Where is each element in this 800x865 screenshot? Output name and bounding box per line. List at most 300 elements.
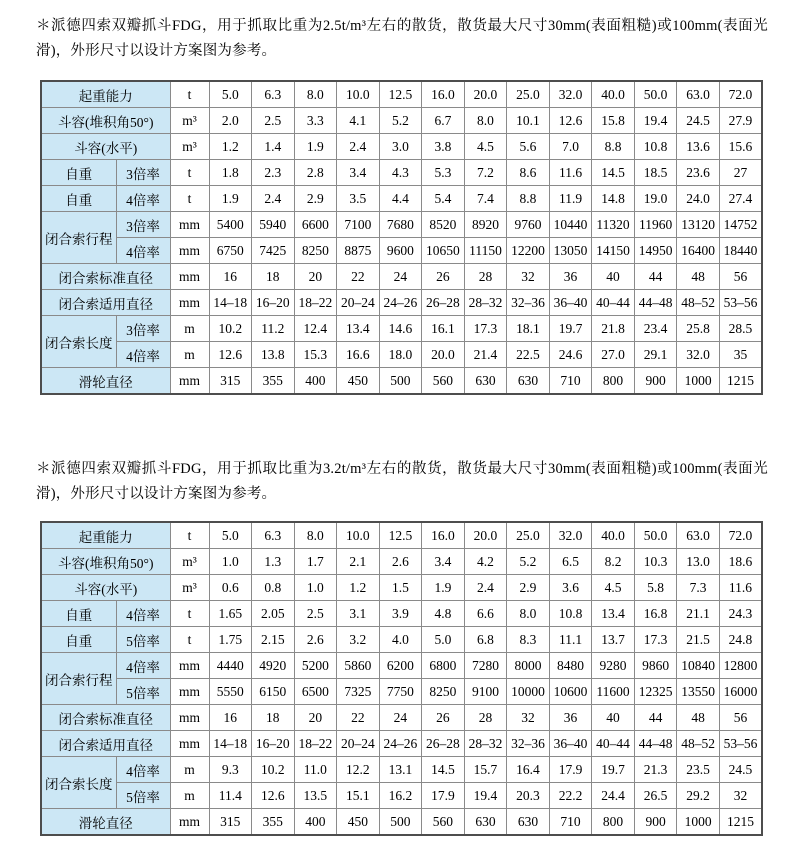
value-cell: 10.0 [337,81,380,108]
value-cell: 800 [592,809,635,836]
value-cell: 0.6 [209,575,252,601]
value-cell: 24–26 [379,290,422,316]
value-cell: 23.4 [634,316,677,342]
value-cell: 1.0 [294,575,337,601]
value-cell: 8250 [422,679,465,705]
value-cell: 1.4 [252,134,295,160]
value-cell: 28–32 [464,290,507,316]
value-cell: 16400 [677,238,720,264]
value-cell: 6.5 [549,549,592,575]
value-cell: 11.1 [549,627,592,653]
row-label: 闭合索行程 [41,653,116,705]
table-row [41,212,762,238]
value-cell: 63.0 [677,81,720,108]
value-cell: 4.2 [464,549,507,575]
value-cell: 50.0 [634,81,677,108]
value-cell: 16000 [719,679,762,705]
value-cell: 5.0 [209,81,252,108]
value-cell: 3.9 [379,601,422,627]
value-cell: 23.5 [677,757,720,783]
value-cell: 13050 [549,238,592,264]
value-cell: 11.4 [209,783,252,809]
value-cell: 53–56 [719,731,762,757]
row-label: 自重 [41,601,116,627]
value-cell: 3.4 [422,549,465,575]
value-cell: 2.6 [379,549,422,575]
unit-cell: mm [170,731,209,757]
value-cell: 24.6 [549,342,592,368]
unit-cell: mm [170,705,209,731]
value-cell: 15.7 [464,757,507,783]
value-cell: 48–52 [677,290,720,316]
row-label: 起重能力 [41,81,170,108]
value-cell: 0.8 [252,575,295,601]
value-cell: 3.4 [337,160,380,186]
value-cell: 40 [592,705,635,731]
value-cell: 1000 [677,368,720,395]
value-cell: 8000 [507,653,550,679]
value-cell: 21.4 [464,342,507,368]
value-cell: 6800 [422,653,465,679]
value-cell: 8.0 [294,522,337,549]
table-row [41,783,762,809]
value-cell: 18440 [719,238,762,264]
value-cell: 5.2 [507,549,550,575]
value-cell: 6.8 [464,627,507,653]
value-cell: 44 [634,705,677,731]
value-cell: 18–22 [294,731,337,757]
value-cell: 6150 [252,679,295,705]
value-cell: 50.0 [634,522,677,549]
value-cell: 22 [337,705,380,731]
row-label: 斗容(水平) [41,575,170,601]
value-cell: 5.4 [422,186,465,212]
value-cell: 29.2 [677,783,720,809]
value-cell: 28–32 [464,731,507,757]
value-cell: 1.2 [337,575,380,601]
value-cell: 6.7 [422,108,465,134]
row-sublabel: 3倍率 [116,160,170,186]
value-cell: 13.4 [337,316,380,342]
row-label: 自重 [41,627,116,653]
value-cell: 7.4 [464,186,507,212]
value-cell: 18.1 [507,316,550,342]
value-cell: 15.1 [337,783,380,809]
value-cell: 5.6 [507,134,550,160]
table-row [41,522,762,549]
value-cell: 8250 [294,238,337,264]
value-cell: 6200 [379,653,422,679]
value-cell: 12.5 [379,522,422,549]
value-cell: 26 [422,264,465,290]
value-cell: 1.8 [209,160,252,186]
value-cell: 6.3 [252,522,295,549]
value-cell: 44 [634,264,677,290]
value-cell: 19.4 [464,783,507,809]
value-cell: 20.0 [464,81,507,108]
value-cell: 8.8 [592,134,635,160]
value-cell: 9600 [379,238,422,264]
value-cell: 2.9 [507,575,550,601]
value-cell: 13.7 [592,627,635,653]
row-sublabel: 4倍率 [116,757,170,783]
value-cell: 25.0 [507,522,550,549]
value-cell: 5.0 [422,627,465,653]
row-label: 斗容(堆积角50°) [41,549,170,575]
value-cell: 18.5 [634,160,677,186]
value-cell: 2.9 [294,186,337,212]
value-cell: 24.0 [677,186,720,212]
value-cell: 3.0 [379,134,422,160]
value-cell: 400 [294,368,337,395]
value-cell: 22 [337,264,380,290]
value-cell: 9.3 [209,757,252,783]
value-cell: 44–48 [634,290,677,316]
value-cell: 22.5 [507,342,550,368]
value-cell: 1.9 [209,186,252,212]
row-label: 滑轮直径 [41,809,170,836]
value-cell: 7680 [379,212,422,238]
value-cell: 11.6 [719,575,762,601]
unit-cell: mm [170,212,209,238]
table-row [41,108,762,134]
row-label: 闭合索行程 [41,212,116,264]
value-cell: 24–26 [379,731,422,757]
value-cell: 40–44 [592,731,635,757]
value-cell: 28 [464,264,507,290]
value-cell: 9280 [592,653,635,679]
row-label: 起重能力 [41,522,170,549]
value-cell: 13.5 [294,783,337,809]
value-cell: 5.8 [634,575,677,601]
value-cell: 10.8 [634,134,677,160]
value-cell: 630 [464,368,507,395]
value-cell: 14–18 [209,731,252,757]
unit-cell: t [170,601,209,627]
intro-paragraph-1: ＊派德四索双瓣抓斗FDG，用于抓取比重为2.5t/m³左右的散货，散货最大尺寸30mm(表面粗糙)或100mm(表面光滑)，外形尺寸以设计方案图为参考。 [36,18,768,59]
table-row [41,342,762,368]
unit-cell: t [170,160,209,186]
value-cell: 40–44 [592,290,635,316]
value-cell: 8920 [464,212,507,238]
value-cell: 16.6 [337,342,380,368]
value-cell: 900 [634,368,677,395]
value-cell: 12325 [634,679,677,705]
value-cell: 10.3 [634,549,677,575]
value-cell: 2.3 [252,160,295,186]
value-cell: 5940 [252,212,295,238]
row-label: 自重 [41,160,116,186]
row-label: 闭合索标准直径 [41,705,170,731]
value-cell: 21.3 [634,757,677,783]
value-cell: 4.1 [337,108,380,134]
value-cell: 9760 [507,212,550,238]
value-cell: 355 [252,368,295,395]
value-cell: 1.75 [209,627,252,653]
unit-cell: m [170,783,209,809]
value-cell: 18–22 [294,290,337,316]
value-cell: 3.2 [337,627,380,653]
value-cell: 8.8 [507,186,550,212]
table-row [41,264,762,290]
row-label: 自重 [41,186,116,212]
value-cell: 21.5 [677,627,720,653]
value-cell: 2.5 [252,108,295,134]
value-cell: 24.5 [677,108,720,134]
value-cell: 14.8 [592,186,635,212]
value-cell: 1.7 [294,549,337,575]
value-cell: 4920 [252,653,295,679]
value-cell: 7.0 [549,134,592,160]
value-cell: 7280 [464,653,507,679]
value-cell: 15.3 [294,342,337,368]
row-sublabel: 5倍率 [116,783,170,809]
value-cell: 14950 [634,238,677,264]
value-cell: 10600 [549,679,592,705]
table-row [41,679,762,705]
value-cell: 5550 [209,679,252,705]
value-cell: 26–28 [422,290,465,316]
value-cell: 2.1 [337,549,380,575]
unit-cell: m³ [170,549,209,575]
value-cell: 22.2 [549,783,592,809]
value-cell: 32–36 [507,290,550,316]
value-cell: 23.6 [677,160,720,186]
value-cell: 11320 [592,212,635,238]
value-cell: 2.5 [294,601,337,627]
value-cell: 11.6 [549,160,592,186]
value-cell: 560 [422,368,465,395]
value-cell: 1215 [719,368,762,395]
value-cell: 27.4 [719,186,762,212]
value-cell: 32 [507,264,550,290]
value-cell: 13.0 [677,549,720,575]
value-cell: 8.6 [507,160,550,186]
table-row [41,705,762,731]
unit-cell: mm [170,809,209,836]
value-cell: 6500 [294,679,337,705]
value-cell: 10000 [507,679,550,705]
value-cell: 72.0 [719,522,762,549]
value-cell: 17.9 [422,783,465,809]
table-row [41,238,762,264]
value-cell: 315 [209,368,252,395]
value-cell: 3.8 [422,134,465,160]
value-cell: 13550 [677,679,720,705]
unit-cell: mm [170,679,209,705]
value-cell: 14–18 [209,290,252,316]
value-cell: 16.2 [379,783,422,809]
value-cell: 315 [209,809,252,836]
value-cell: 630 [507,368,550,395]
value-cell: 48 [677,705,720,731]
value-cell: 2.15 [252,627,295,653]
value-cell: 3.1 [337,601,380,627]
table-row [41,290,762,316]
row-sublabel: 4倍率 [116,238,170,264]
value-cell: 2.05 [252,601,295,627]
value-cell: 25.8 [677,316,720,342]
value-cell: 17.3 [464,316,507,342]
row-label: 斗容(堆积角50°) [41,108,170,134]
value-cell: 4440 [209,653,252,679]
row-label: 闭合索适用直径 [41,731,170,757]
value-cell: 19.7 [549,316,592,342]
value-cell: 21.8 [592,316,635,342]
value-cell: 16.0 [422,81,465,108]
value-cell: 27.9 [719,108,762,134]
value-cell: 1.0 [209,549,252,575]
table-row [41,575,762,601]
value-cell: 36–40 [549,731,592,757]
value-cell: 20 [294,264,337,290]
value-cell: 710 [549,368,592,395]
value-cell: 18 [252,705,295,731]
value-cell: 32.0 [549,522,592,549]
value-cell: 11150 [464,238,507,264]
value-cell: 24.4 [592,783,635,809]
value-cell: 7425 [252,238,295,264]
value-cell: 6750 [209,238,252,264]
value-cell: 13.1 [379,757,422,783]
intro-paragraph-2: ＊派德四索双瓣抓斗FDG，用于抓取比重为3.2t/m³左右的散货，散货最大尺寸30mm(表面粗糙)或100mm(表面光滑)，外形尺寸以设计方案图为参考。 [36,461,768,502]
value-cell: 2.8 [294,160,337,186]
value-cell: 18.0 [379,342,422,368]
table-row [41,81,762,108]
table-row [41,627,762,653]
table-row [41,186,762,212]
value-cell: 19.4 [634,108,677,134]
value-cell: 1.9 [422,575,465,601]
value-cell: 5860 [337,653,380,679]
value-cell: 710 [549,809,592,836]
value-cell: 24.3 [719,601,762,627]
unit-cell: m³ [170,575,209,601]
table-row [41,160,762,186]
value-cell: 7100 [337,212,380,238]
table-row [41,653,762,679]
value-cell: 11.0 [294,757,337,783]
table-row [41,809,762,836]
table-row [41,134,762,160]
value-cell: 10650 [422,238,465,264]
value-cell: 5.3 [422,160,465,186]
spec-table-fdg-3-2 [40,521,763,836]
value-cell: 26 [422,705,465,731]
value-cell: 6.3 [252,81,295,108]
table-row [41,368,762,395]
value-cell: 26–28 [422,731,465,757]
row-label: 斗容(水平) [41,134,170,160]
row-sublabel: 3倍率 [116,212,170,238]
value-cell: 12.2 [337,757,380,783]
row-label: 闭合索标准直径 [41,264,170,290]
value-cell: 630 [507,809,550,836]
value-cell: 4.4 [379,186,422,212]
value-cell: 32.0 [677,342,720,368]
value-cell: 25.0 [507,81,550,108]
value-cell: 10.2 [252,757,295,783]
value-cell: 15.8 [592,108,635,134]
unit-cell: m [170,316,209,342]
value-cell: 4.0 [379,627,422,653]
value-cell: 12.4 [294,316,337,342]
unit-cell: mm [170,264,209,290]
row-sublabel: 3倍率 [116,316,170,342]
value-cell: 2.4 [337,134,380,160]
row-label: 闭合索长度 [41,757,116,809]
value-cell: 2.4 [464,575,507,601]
value-cell: 32.0 [549,81,592,108]
value-cell: 7325 [337,679,380,705]
value-cell: 3.6 [549,575,592,601]
value-cell: 20.0 [422,342,465,368]
value-cell: 24 [379,264,422,290]
value-cell: 40 [592,264,635,290]
value-cell: 36–40 [549,290,592,316]
value-cell: 450 [337,809,380,836]
value-cell: 9100 [464,679,507,705]
value-cell: 630 [464,809,507,836]
value-cell: 2.4 [252,186,295,212]
value-cell: 36 [549,705,592,731]
value-cell: 24 [379,705,422,731]
unit-cell: mm [170,238,209,264]
row-sublabel: 5倍率 [116,679,170,705]
value-cell: 26.5 [634,783,677,809]
row-label: 滑轮直径 [41,368,170,395]
spec-table-fdg-2-5 [40,80,763,395]
value-cell: 8.0 [464,108,507,134]
row-label: 闭合索适用直径 [41,290,170,316]
value-cell: 11.9 [549,186,592,212]
value-cell: 14150 [592,238,635,264]
value-cell: 8.2 [592,549,635,575]
value-cell: 13.4 [592,601,635,627]
value-cell: 1.3 [252,549,295,575]
unit-cell: mm [170,368,209,395]
value-cell: 28.5 [719,316,762,342]
unit-cell: mm [170,653,209,679]
table-row [41,549,762,575]
value-cell: 5200 [294,653,337,679]
value-cell: 36 [549,264,592,290]
table-row [41,731,762,757]
table-row [41,316,762,342]
value-cell: 2.0 [209,108,252,134]
value-cell: 16 [209,705,252,731]
value-cell: 1.9 [294,134,337,160]
value-cell: 20.3 [507,783,550,809]
value-cell: 16–20 [252,290,295,316]
value-cell: 8.0 [507,601,550,627]
value-cell: 28 [464,705,507,731]
value-cell: 9860 [634,653,677,679]
value-cell: 8.3 [507,627,550,653]
value-cell: 40.0 [592,81,635,108]
value-cell: 500 [379,368,422,395]
value-cell: 2.6 [294,627,337,653]
value-cell: 20 [294,705,337,731]
value-cell: 800 [592,368,635,395]
value-cell: 15.6 [719,134,762,160]
value-cell: 20–24 [337,290,380,316]
value-cell: 18 [252,264,295,290]
value-cell: 3.5 [337,186,380,212]
value-cell: 6.6 [464,601,507,627]
value-cell: 32 [507,705,550,731]
value-cell: 16–20 [252,731,295,757]
